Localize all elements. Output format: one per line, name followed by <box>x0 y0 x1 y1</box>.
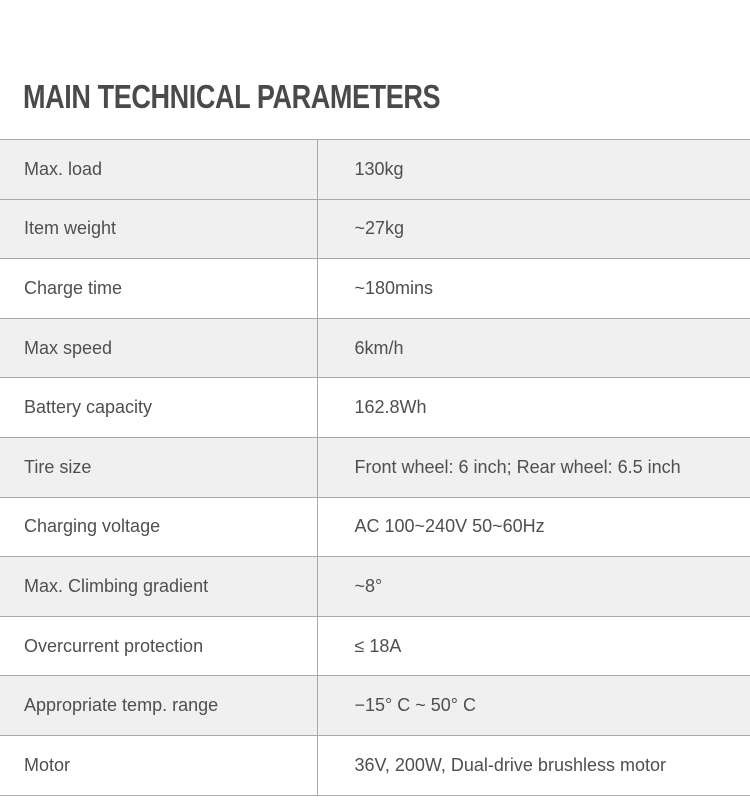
param-name: Motor <box>0 735 317 795</box>
param-value: ~8° <box>317 557 750 617</box>
param-name: Max speed <box>0 318 317 378</box>
param-value: 130kg <box>317 140 750 200</box>
table-row <box>0 259 750 319</box>
param-name: Battery capacity <box>0 378 317 438</box>
param-value: ~27kg <box>317 199 750 259</box>
param-value: AC 100~240V 50~60Hz <box>317 497 750 557</box>
param-value: 6km/h <box>317 318 750 378</box>
param-value: 36V, 200W, Dual-drive brushless motor <box>317 735 750 795</box>
param-name: Tire size <box>0 437 317 497</box>
param-name: Max. Climbing gradient <box>0 557 317 617</box>
page-title: MAIN TECHNICAL PARAMETERS <box>23 78 441 115</box>
param-name: Max. load <box>0 140 317 200</box>
table-row <box>0 437 750 497</box>
param-value: ~180mins <box>317 259 750 319</box>
table-row <box>0 676 750 736</box>
param-value: ≤ 18A <box>317 616 750 676</box>
param-name: Charge time <box>0 259 317 319</box>
table-row <box>0 378 750 438</box>
param-name: Appropriate temp. range <box>0 676 317 736</box>
parameters-table <box>0 139 750 796</box>
param-value: −15° C ~ 50° C <box>317 676 750 736</box>
param-value: Front wheel: 6 inch; Rear wheel: 6.5 inch <box>317 437 750 497</box>
table-row <box>0 735 750 795</box>
table-row <box>0 318 750 378</box>
table-row <box>0 140 750 200</box>
table-row <box>0 616 750 676</box>
table-row <box>0 557 750 617</box>
param-value: 162.8Wh <box>317 378 750 438</box>
param-name: Overcurrent protection <box>0 616 317 676</box>
table-row <box>0 497 750 557</box>
table-row <box>0 199 750 259</box>
param-name: Charging voltage <box>0 497 317 557</box>
param-name: Item weight <box>0 199 317 259</box>
